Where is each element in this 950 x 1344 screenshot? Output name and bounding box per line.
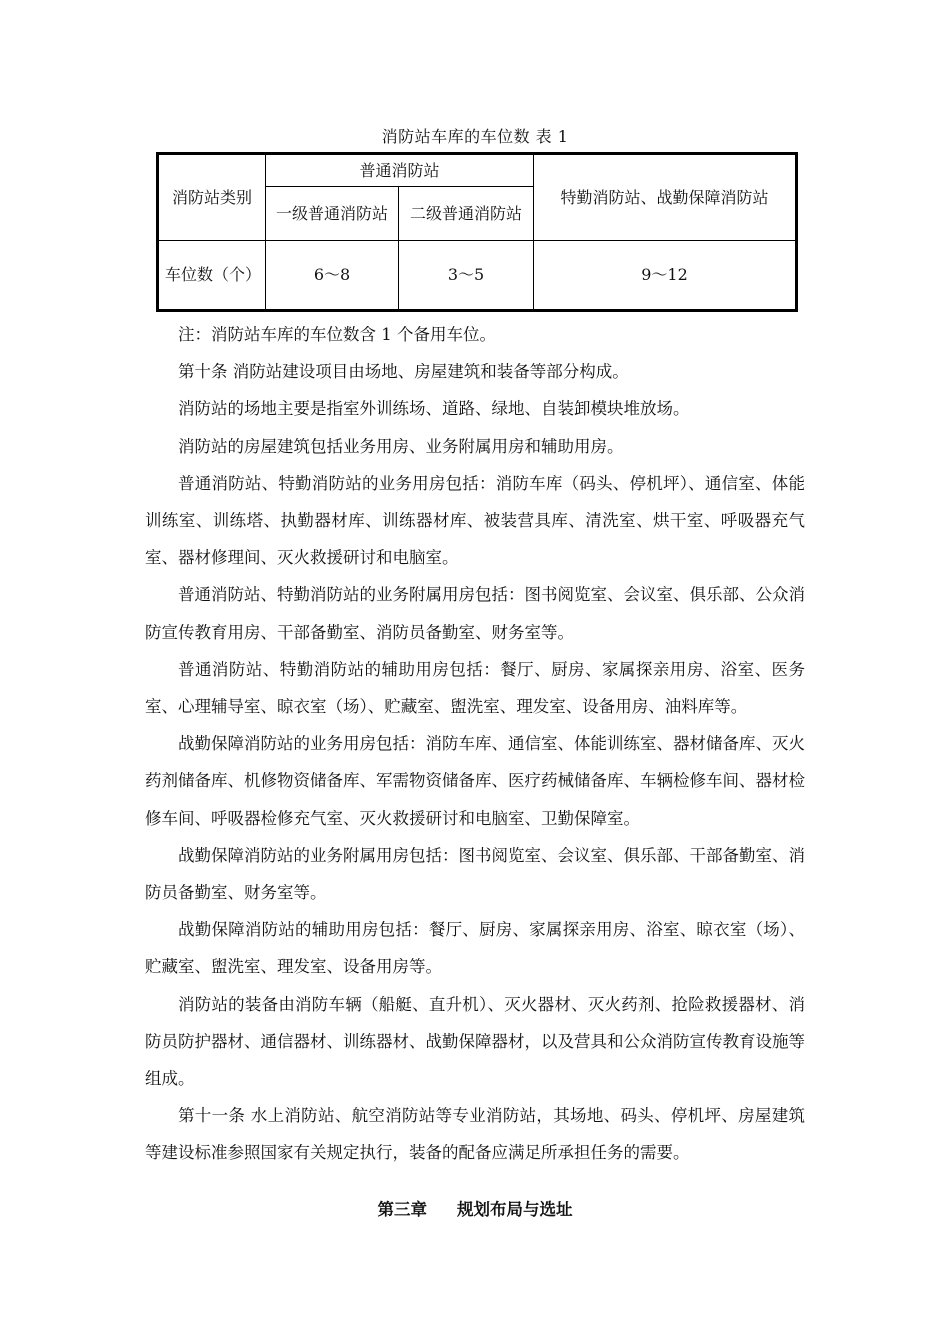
paragraph: 战勤保障消防站的业务附属用房包括：图书阅览室、会议室、俱乐部、干部备勤室、消防员备勤室、财务室等。 bbox=[145, 845, 805, 903]
header-category: 消防站类别 bbox=[158, 154, 266, 241]
row-special-value: 9～12 bbox=[534, 241, 797, 311]
header-general-group: 普通消防站 bbox=[266, 154, 534, 187]
paragraph: 第十条 消防站建设项目由场地、房屋建筑和装备等部分构成。 bbox=[178, 362, 629, 382]
chapter-title: 规划布局与选址 bbox=[457, 1200, 573, 1219]
paragraph: 消防站的房屋建筑包括业务用房、业务附属用房和辅助用房。 bbox=[178, 436, 624, 456]
table-note: 注：消防站车库的车位数含 1 个备用车位。 bbox=[178, 325, 496, 344]
header-special: 特勤消防站、战勤保障消防站 bbox=[534, 154, 797, 241]
paragraph: 普通消防站、特勤消防站的业务用房包括：消防车库（码头、停机坪）、通信室、体能训练室、训练塔、执勤器材库、训练器材库、被装营具库、清洗室、烘干室、呼吸器充气室、器材修理间、灭火救援研讨和电脑室。 bbox=[145, 473, 805, 568]
document-body bbox=[145, 316, 805, 1172]
row-level1-value: 6～8 bbox=[266, 241, 399, 311]
paragraph: 普通消防站、特勤消防站的业务附属用房包括：图书阅览室、会议室、俱乐部、公众消防宣传教育用房、干部备勤室、消防员备勤室、财务室等。 bbox=[145, 585, 805, 642]
row-level2-value: 3～5 bbox=[399, 241, 534, 311]
table-caption: 消防站车库的车位数 表 1 bbox=[381, 127, 569, 146]
garage-spaces-table bbox=[156, 152, 798, 312]
chapter-heading bbox=[0, 1196, 950, 1220]
paragraph: 第十一条 水上消防站、航空消防站等专业消防站，其场地、码头、停机坪、房屋建筑等建设标准参照国家有关规定执行，装备的配备应满足所承担任务的需要。 bbox=[145, 1106, 805, 1163]
header-level1: 一级普通消防站 bbox=[266, 187, 399, 241]
chapter-number: 第三章 bbox=[377, 1200, 427, 1219]
header-level2: 二级普通消防站 bbox=[399, 187, 534, 241]
paragraph: 战勤保障消防站的业务用房包括：消防车库、通信室、体能训练室、器材储备库、灭火药剂储备库、机修物资储备库、军需物资储备库、医疗药械储备库、车辆检修车间、器材检修车间、呼吸器检修充气室、灭火救援研讨和电脑室、卫勤保障室。 bbox=[145, 734, 805, 828]
paragraph: 消防站的装备由消防车辆（船艇、直升机）、灭火器材、灭火药剂、抢险救援器材、消防员防护器材、通信器材、训练器材、战勤保障器材，以及营具和公众消防宣传教育设施等组成。 bbox=[145, 994, 805, 1089]
paragraph: 普通消防站、特勤消防站的辅助用房包括：餐厅、厨房、家属探亲用房、浴室、医务室、心理辅导室、晾衣室（场）、贮藏室、盥洗室、理发室、设备用房、油料库等。 bbox=[145, 659, 805, 717]
paragraph: 消防站的场地主要是指室外训练场、道路、绿地、自装卸模块堆放场。 bbox=[178, 399, 690, 419]
paragraph: 战勤保障消防站的辅助用房包括：餐厅、厨房、家属探亲用房、浴室、晾衣室（场）、贮藏室、盥洗室、理发室、设备用房等。 bbox=[145, 920, 805, 977]
row-label: 车位数（个） bbox=[158, 241, 266, 311]
